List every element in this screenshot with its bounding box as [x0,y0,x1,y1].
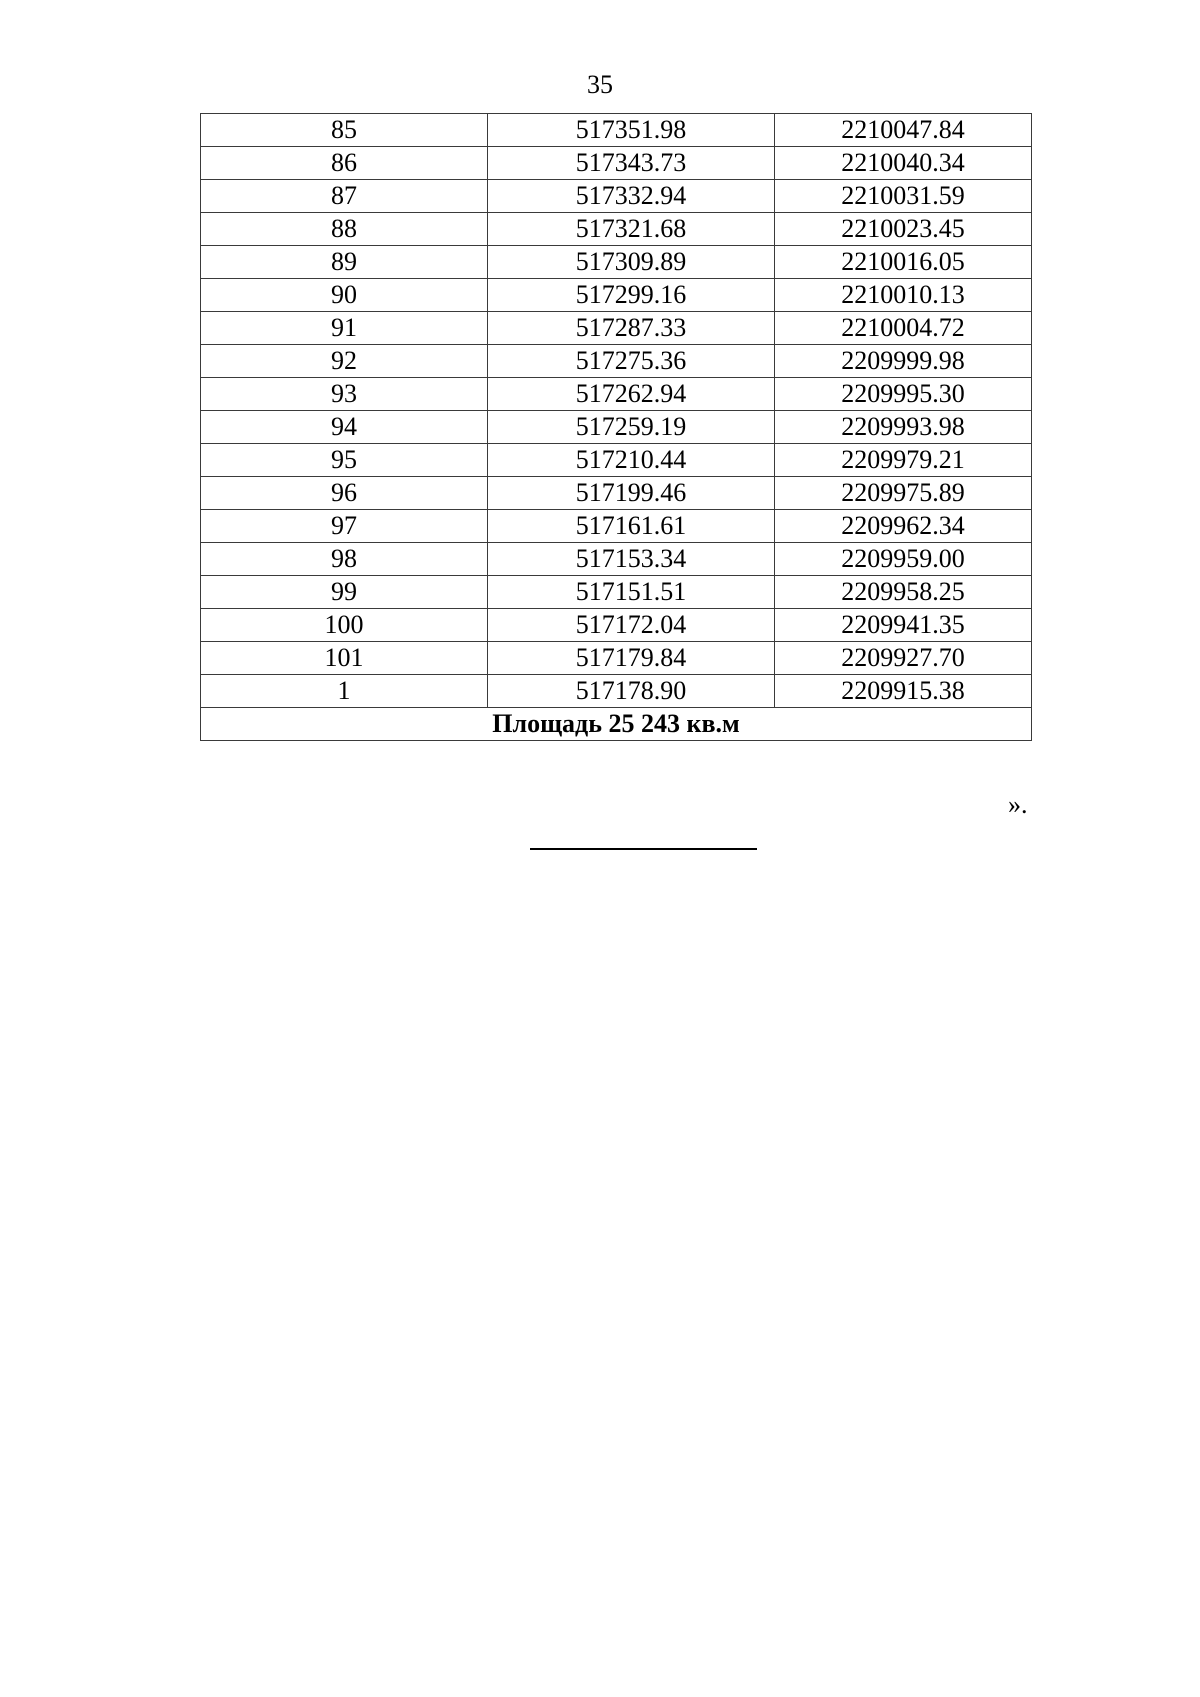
table-row [201,444,1032,477]
y-coordinate-cell: 2209959.00 [775,543,1032,576]
point-number-cell: 101 [201,642,488,675]
page-number: 35 [587,70,613,99]
table-row [201,675,1032,708]
x-coordinate-cell: 517321.68 [488,213,775,246]
x-coordinate-cell: 517343.73 [488,147,775,180]
y-coordinate-cell: 2209993.98 [775,411,1032,444]
y-coordinate-cell: 2209975.89 [775,477,1032,510]
table-row [201,147,1032,180]
x-coordinate-cell: 517332.94 [488,180,775,213]
table-row [201,279,1032,312]
point-number-cell: 94 [201,411,488,444]
y-coordinate-cell: 2209915.38 [775,675,1032,708]
y-coordinate-cell: 2210047.84 [775,114,1032,147]
table-row [201,378,1032,411]
point-number-cell: 96 [201,477,488,510]
y-coordinate-cell: 2209927.70 [775,642,1032,675]
table-row [201,477,1032,510]
coordinates-table [200,113,1032,741]
point-number-cell: 99 [201,576,488,609]
y-coordinate-cell: 2209979.21 [775,444,1032,477]
x-coordinate-cell: 517351.98 [488,114,775,147]
separator-line [530,848,757,850]
y-coordinate-cell: 2209995.30 [775,378,1032,411]
y-coordinate-cell: 2209962.34 [775,510,1032,543]
point-number-cell: 98 [201,543,488,576]
point-number-cell: 86 [201,147,488,180]
total-area-row [201,708,1032,741]
x-coordinate-cell: 517210.44 [488,444,775,477]
x-coordinate-cell: 517172.04 [488,609,775,642]
y-coordinate-cell: 2210016.05 [775,246,1032,279]
point-number-cell: 95 [201,444,488,477]
table-row [201,114,1032,147]
table-row [201,246,1032,279]
point-number-cell: 87 [201,180,488,213]
point-number-cell: 91 [201,312,488,345]
y-coordinate-cell: 2209941.35 [775,609,1032,642]
table-row [201,345,1032,378]
table-row [201,180,1032,213]
y-coordinate-cell: 2210010.13 [775,279,1032,312]
table-row [201,213,1032,246]
point-number-cell: 92 [201,345,488,378]
y-coordinate-cell: 2210004.72 [775,312,1032,345]
table-row [201,312,1032,345]
x-coordinate-cell: 517199.46 [488,477,775,510]
x-coordinate-cell: 517275.36 [488,345,775,378]
y-coordinate-cell: 2209999.98 [775,345,1032,378]
point-number-cell: 97 [201,510,488,543]
y-coordinate-cell: 2209958.25 [775,576,1032,609]
y-coordinate-cell: 2210031.59 [775,180,1032,213]
x-coordinate-cell: 517287.33 [488,312,775,345]
point-number-cell: 90 [201,279,488,312]
point-number-cell: 100 [201,609,488,642]
point-number-cell: 88 [201,213,488,246]
x-coordinate-cell: 517262.94 [488,378,775,411]
table-row [201,543,1032,576]
x-coordinate-cell: 517179.84 [488,642,775,675]
x-coordinate-cell: 517259.19 [488,411,775,444]
point-number-cell: 93 [201,378,488,411]
point-number-cell: 89 [201,246,488,279]
x-coordinate-cell: 517151.51 [488,576,775,609]
closing-quote: ». [1008,790,1028,819]
x-coordinate-cell: 517178.90 [488,675,775,708]
x-coordinate-cell: 517153.34 [488,543,775,576]
y-coordinate-cell: 2210040.34 [775,147,1032,180]
x-coordinate-cell: 517309.89 [488,246,775,279]
point-number-cell: 85 [201,114,488,147]
table-row [201,576,1032,609]
table-row [201,411,1032,444]
table-row [201,642,1032,675]
point-number-cell: 1 [201,675,488,708]
x-coordinate-cell: 517161.61 [488,510,775,543]
y-coordinate-cell: 2210023.45 [775,213,1032,246]
total-area-label: Площадь 25 243 кв.м [201,708,1032,741]
table-row [201,510,1032,543]
coordinates-table-body [201,114,1032,741]
x-coordinate-cell: 517299.16 [488,279,775,312]
table-row [201,609,1032,642]
